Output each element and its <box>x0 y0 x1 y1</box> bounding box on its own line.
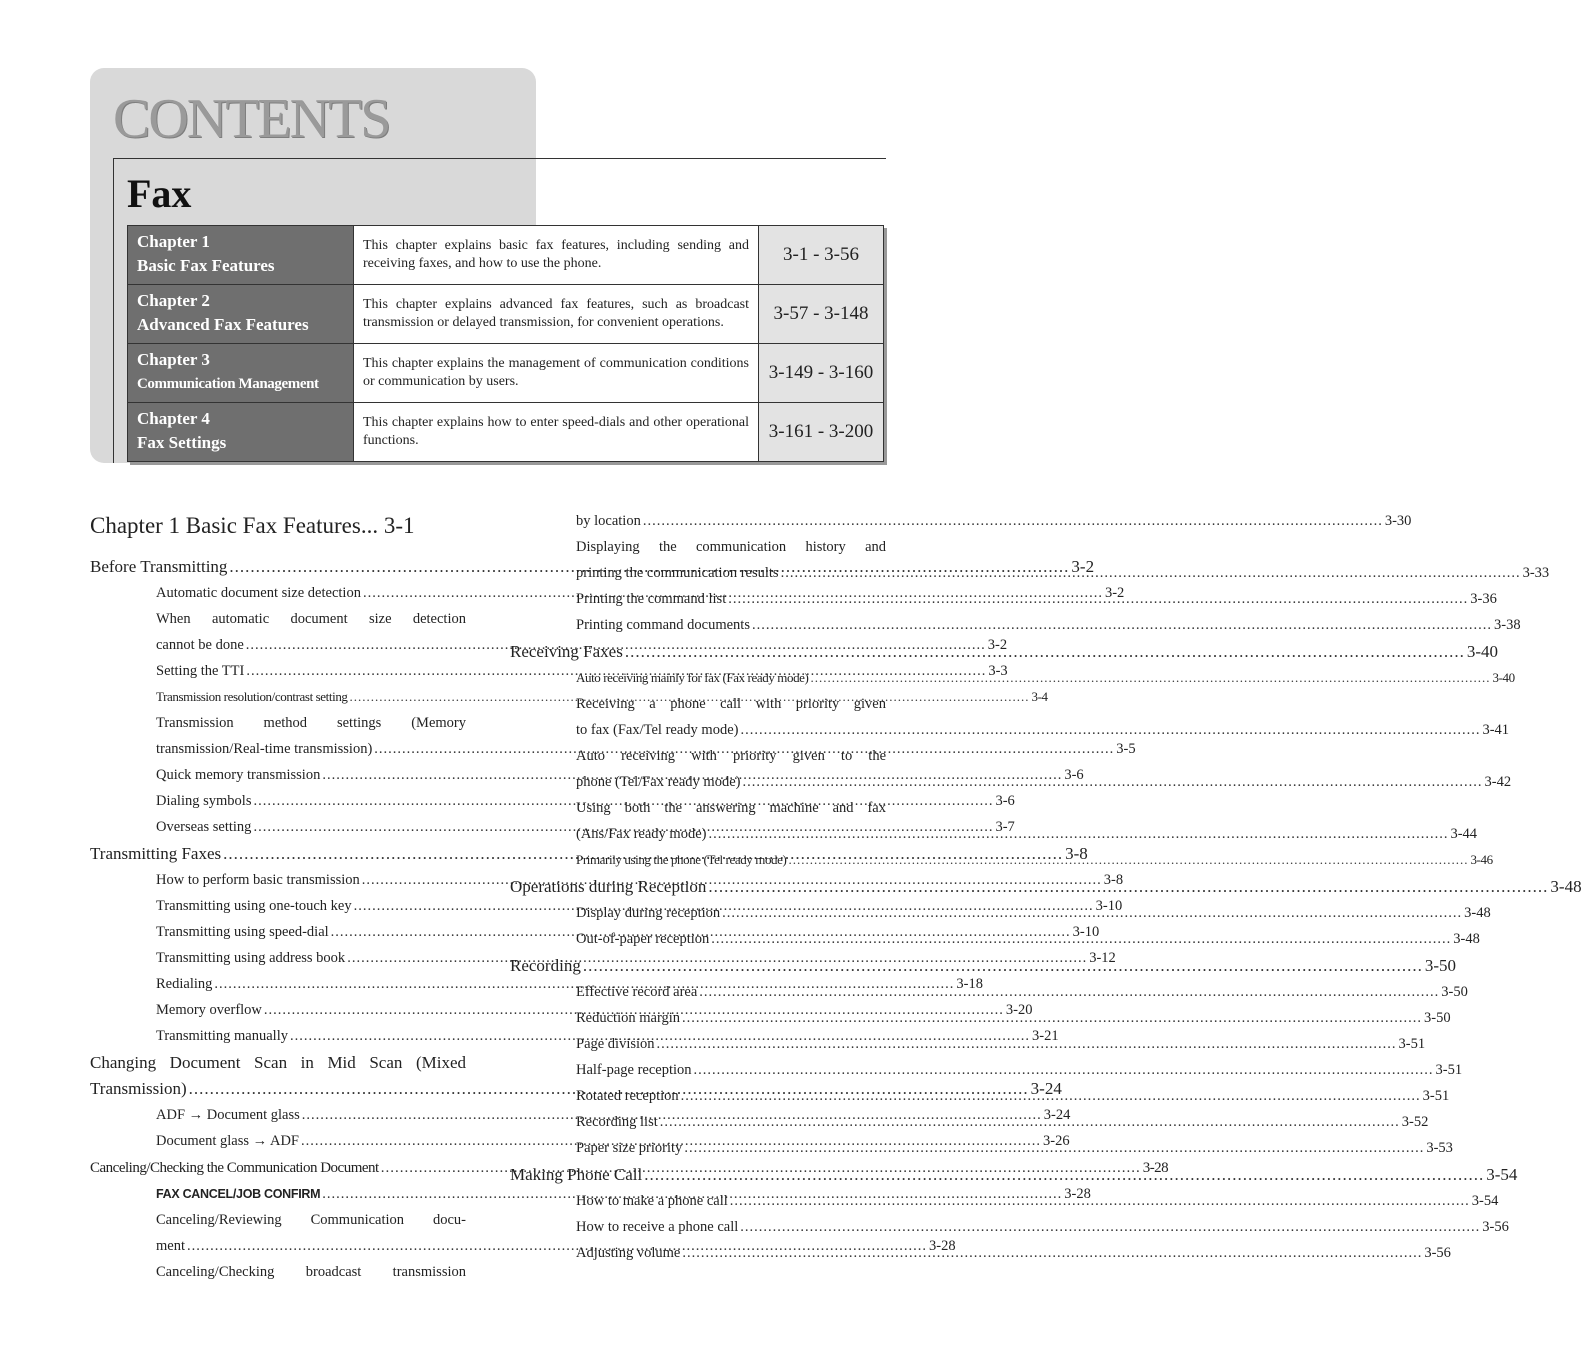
chapter-label <box>128 226 354 284</box>
toc-section-phone-call[interactable]: Making Phone Call ..... 3-54 <box>510 1162 886 1188</box>
header-rule <box>113 158 886 159</box>
toc-item[interactable]: Transmission resolution/contrast setting ..... 3-4 <box>90 684 466 710</box>
toc-item-line[interactable]: Receiving a phone call with priority given <box>576 696 886 712</box>
toc-item[interactable]: Overseas setting ..... 3-7 <box>90 814 466 840</box>
toc-section-canceling[interactable]: Canceling/Checking the Communication Document ..... 3-28 <box>90 1155 466 1181</box>
toc-item[interactable]: How to make a phone call ..... 3-54 <box>510 1188 886 1214</box>
toc-item[interactable]: Adjusting volume ..... 3-56 <box>510 1240 886 1266</box>
toc-item[interactable]: printing the communication results ..... 3-33 <box>510 560 886 586</box>
chapter-description: This chapter explains advanced fax features, such as broadcast transmission or delayed transmission, for convenient operations. <box>354 285 759 343</box>
toc-item[interactable]: Quick memory transmission ..... 3-6 <box>90 762 466 788</box>
toc-item[interactable]: Transmitting manually ..... 3-21 <box>90 1023 466 1049</box>
toc-item[interactable]: Transmitting using address book ..... 3-12 <box>90 945 466 971</box>
chapter-description: This chapter explains the management of communication conditions or communication by users. <box>354 344 759 402</box>
toc-item-line[interactable]: Displaying the communication history and <box>576 539 886 555</box>
chapter-number: Chapter 2 <box>137 291 210 310</box>
toc-section-mixed[interactable]: Transmission) ..... 3-24 <box>90 1076 466 1102</box>
chapter-name: Communication Management <box>137 376 319 392</box>
toc-item[interactable]: How to receive a phone call ..... 3-56 <box>510 1214 886 1240</box>
chapter-summary-table <box>127 225 884 462</box>
chapter-label <box>128 344 354 402</box>
toc-item-line[interactable]: When automatic document size detection <box>156 611 466 627</box>
toc-section-before-transmitting[interactable] <box>90 554 1095 580</box>
toc-item[interactable]: phone (Tel/Fax ready mode) ..... 3-42 <box>510 769 886 795</box>
toc-item[interactable]: Effective record area ..... 3-50 <box>510 979 886 1005</box>
toc-item[interactable]: FAX CANCEL/JOB CONFIRM ..... 3-28 <box>90 1181 466 1207</box>
chapter-name: Fax Settings <box>137 433 227 452</box>
chapter-pages: 3-149 - 3-160 <box>759 344 883 402</box>
chapter-description: This chapter explains how to enter speed-dials and other operational functions. <box>354 403 759 461</box>
chapter-row-1[interactable] <box>128 226 883 285</box>
contents-title: CONTENTS <box>113 88 390 150</box>
chapter-label <box>128 285 354 343</box>
toc-item-line[interactable]: Canceling/Checking broadcast transmission <box>156 1264 466 1280</box>
chapter-name: Advanced Fax Features <box>137 315 309 334</box>
chapter-pages: 3-161 - 3-200 <box>759 403 883 461</box>
toc-item[interactable]: Rotated reception ..... 3-51 <box>510 1083 886 1109</box>
toc-item[interactable]: transmission/Real-time transmission) ..... 3-5 <box>90 736 466 762</box>
toc-item[interactable]: Out-of-paper reception ..... 3-48 <box>510 926 886 952</box>
chapter-description: This chapter explains basic fax features, including sending and receiving faxes, and how to use the phone. <box>354 226 759 284</box>
toc-section-recording[interactable]: Recording ..... 3-50 <box>510 953 886 979</box>
toc-item[interactable]: Reduction margin ..... 3-50 <box>510 1005 886 1031</box>
toc-item[interactable]: ment ..... 3-28 <box>90 1233 466 1259</box>
toc-item[interactable]: Paper size priority ..... 3-53 <box>510 1135 886 1161</box>
toc-item[interactable]: cannot be done ..... 3-2 <box>90 632 466 658</box>
toc-item[interactable]: to fax (Fax/Tel ready mode) ..... 3-41 <box>510 717 886 743</box>
chapter-pages: 3-57 - 3-148 <box>759 285 883 343</box>
toc-item[interactable]: Memory overflow ..... 3-20 <box>90 997 466 1023</box>
toc-chapter-heading: Chapter 1 Basic Fax Features... 3-1 <box>90 513 415 538</box>
toc-item[interactable]: Printing command documents ..... 3-38 <box>510 612 886 638</box>
toc-item[interactable]: Primarily using the phone (Tel ready mode) ..... 3-46 <box>510 847 886 873</box>
toc-item[interactable]: Automatic document size detection ..... 3-2 <box>90 580 466 606</box>
toc-item[interactable]: Transmitting using speed-dial ..... 3-10 <box>90 919 466 945</box>
chapter-row-2[interactable] <box>128 285 883 344</box>
toc-item[interactable]: Recording list ..... 3-52 <box>510 1109 886 1135</box>
toc-item[interactable]: Redialing ..... 3-18 <box>90 971 466 997</box>
toc-page: 3-2 <box>1071 557 1095 576</box>
toc-item[interactable]: Page division ..... 3-51 <box>510 1031 886 1057</box>
chapter-number: Chapter 3 <box>137 350 210 369</box>
toc-item[interactable]: (Ans/Fax ready mode) ..... 3-44 <box>510 821 886 847</box>
toc-item[interactable]: Display during reception ..... 3-48 <box>510 900 886 926</box>
toc-item[interactable]: Transmitting using one-touch key ..... 3-10 <box>90 893 466 919</box>
toc-item[interactable]: Dialing symbols ..... 3-6 <box>90 788 466 814</box>
chapter-pages: 3-1 - 3-56 <box>759 226 883 284</box>
toc-item[interactable]: Half-page reception ..... 3-51 <box>510 1057 886 1083</box>
header-rule-vertical <box>113 158 114 463</box>
chapter-row-4[interactable] <box>128 403 883 461</box>
toc-item[interactable]: Printing the command list ..... 3-36 <box>510 586 886 612</box>
chapter-row-3[interactable] <box>128 344 883 403</box>
chapter-label <box>128 403 354 461</box>
toc-item[interactable]: How to perform basic transmission ..... 3-8 <box>90 867 466 893</box>
toc-item-line[interactable]: Canceling/Reviewing Communication docu- <box>156 1212 466 1228</box>
chapter-number: Chapter 4 <box>137 409 210 428</box>
toc-section-receiving-faxes[interactable]: Receiving Faxes ..... 3-40 <box>510 639 886 665</box>
toc-section-operations[interactable]: Operations during Reception ..... 3-48 <box>510 874 886 900</box>
toc-item-line[interactable]: Transmission method settings (Memory <box>156 715 466 731</box>
toc-item-line[interactable]: Using both the answering machine and fax <box>576 800 886 816</box>
toc-item[interactable]: ADF → Document glass ..... 3-24 <box>90 1102 466 1128</box>
toc-section-mixed-line[interactable]: Changing Document Scan in Mid Scan (Mixed <box>90 1053 466 1072</box>
toc-item[interactable]: Auto receiving mainly for fax (Fax ready mode) ..... 3-40 <box>510 665 886 691</box>
chapter-number: Chapter 1 <box>137 232 210 251</box>
toc-item[interactable]: by location ..... 3-30 <box>510 508 886 534</box>
toc-title: Before Transmitting <box>90 557 228 576</box>
chapter-name: Basic Fax Features <box>137 256 275 275</box>
toc-item[interactable]: Document glass → ADF ..... 3-26 <box>90 1128 466 1154</box>
toc-item[interactable]: Setting the TTI ..... 3-3 <box>90 658 466 684</box>
section-title: Fax <box>127 171 192 216</box>
toc-section-transmitting-faxes[interactable]: Transmitting Faxes ..... 3-8 <box>90 841 466 867</box>
toc-item-line[interactable]: Auto receiving with priority given to the <box>576 748 886 764</box>
